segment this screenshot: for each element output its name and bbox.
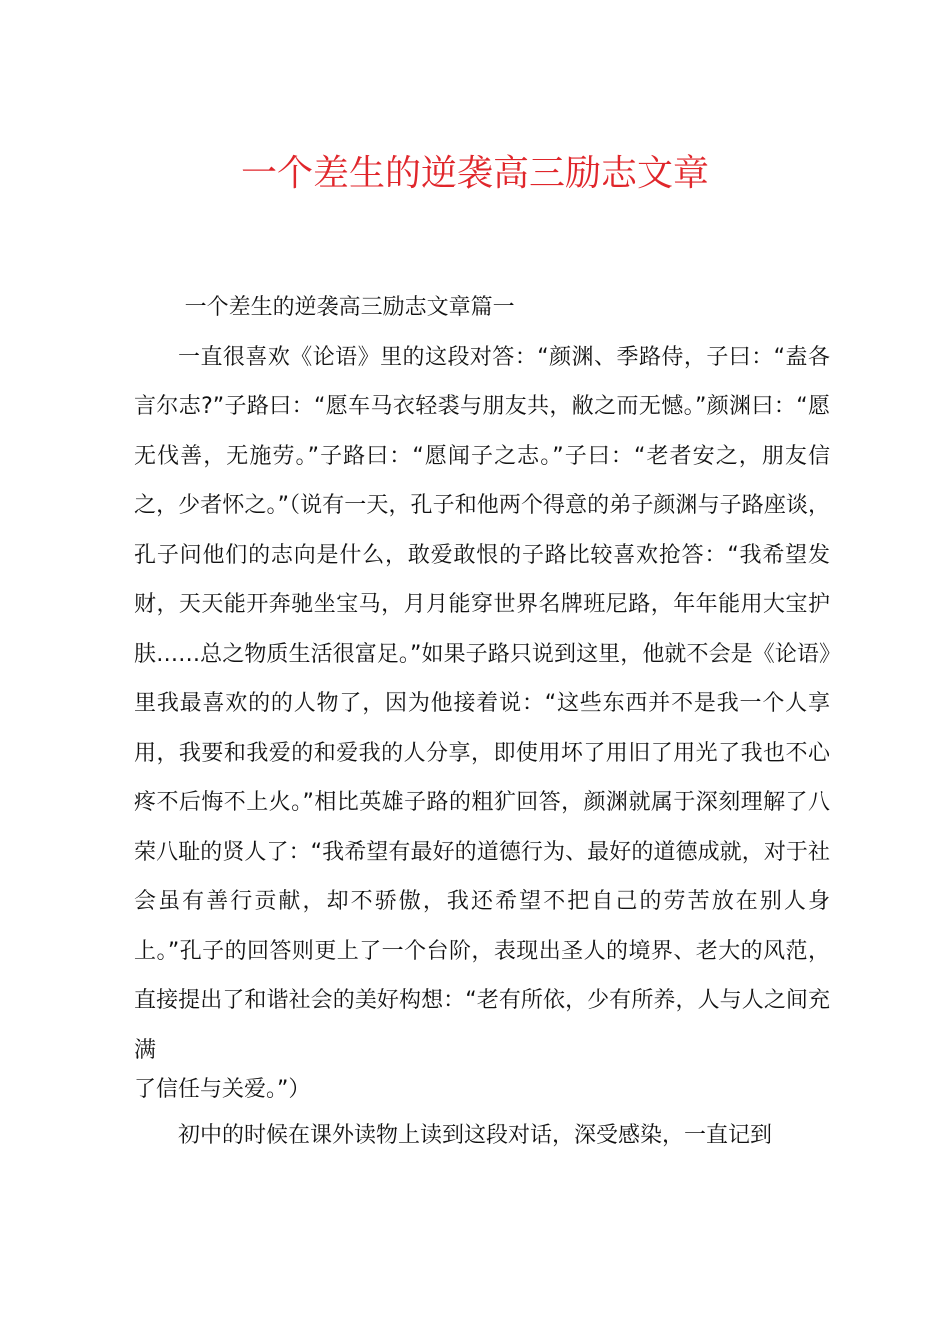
paragraph: 一直很喜欢《论语》里的这段对答：“颜渊、季路侍，子曰：“盍各言尔志?”子路曰：“愿车马衣轻裘与朋友共，敝之而无憾。”颜渊曰：“愿无伐善，无施劳。”子路曰：“愿闻子之志。”子曰：“老者安之，朋友信之，少者怀之。”（说有一天，孔子和他两个得意的弟子颜渊与子路座谈，孔子问他们的志向是什么，敢爱敢恨的子路比较喜欢抢答：“我希望发财，天天能开奔驰坐宝马，月月能穿世界名牌班尼路，年年能用大宝护肤……总之物质生活很富足。”如果子路只说到这里，他就不会是《论语》里我最喜欢的的人物了，因为他接着说：“这些东西并不是我一个人享用，我要和我爱的和爱我的人分享，即使用坏了用旧了用光了我也不心疼不后悔不上火。”相比英雄子路的粗犷回答，颜渊就属于深刻理解了八荣八耻的贤人了：“我希望有最好的道德行为、最好的道德成就，对于社会虽有善行贡献，却不骄傲，我还希望不把自己的劳苦放在别人身上。”孔子的回答则更上了一个台阶，表现出圣人的境界、老大的风范，直接提出了和谐社会的美好构想：“老有所依，少有所养，人与人之间充满	[134, 344, 830, 1063]
paragraph-tail: 了信任与关爱。”）	[134, 1077, 311, 1102]
section-heading: 一个差生的逆袭高三励志文章篇一	[184, 295, 515, 320]
paragraph: 初中的时候在课外读物上读到这段对话，深受感染，一直记到	[178, 1123, 773, 1148]
document-body	[134, 283, 830, 1161]
document-title: 一个差生的逆袭高三励志文章	[240, 153, 709, 194]
